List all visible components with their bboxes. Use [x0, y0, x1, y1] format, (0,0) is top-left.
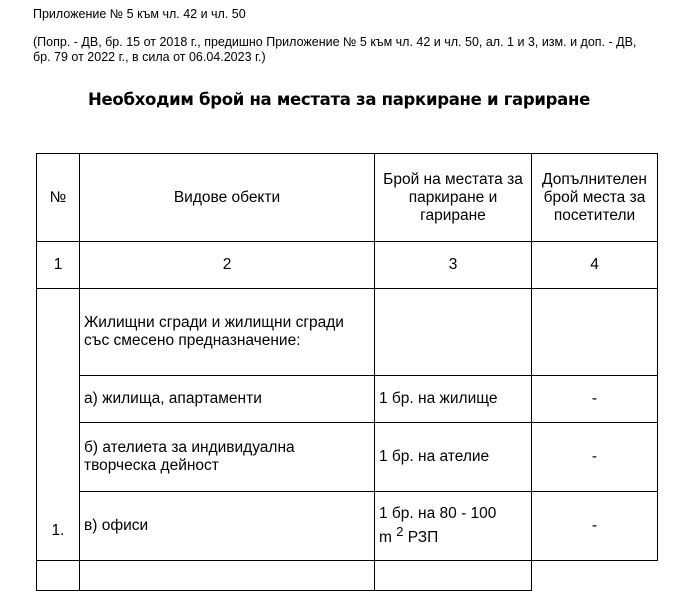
parking-spaces: 1 бр. на ателие — [375, 423, 532, 492]
column-number: 3 — [375, 242, 532, 289]
parking-table — [36, 153, 658, 591]
table-row — [37, 561, 658, 591]
object-type: б) ателиета за индивидуална творческа дейност — [80, 423, 375, 492]
parking-spaces: 1 бр. на жилище — [375, 376, 532, 423]
table-row — [37, 423, 658, 492]
unit-exponent: 2 — [396, 523, 404, 539]
object-type: а) жилища, апартаменти — [80, 376, 375, 423]
empty-cell — [375, 561, 532, 591]
group-heading-row — [37, 289, 658, 376]
empty-cell — [375, 289, 532, 376]
parking-spaces — [375, 492, 532, 561]
column-number-row — [37, 242, 658, 289]
unit: m — [379, 529, 392, 547]
table-row — [37, 492, 658, 561]
page-title: Необходим брой на местата за паркиране и гариране — [88, 90, 590, 109]
header-row — [37, 154, 658, 242]
table-row — [37, 376, 658, 423]
visitor-spaces: - — [532, 376, 658, 423]
header-number: № — [37, 154, 80, 242]
amendment-note: (Попр. - ДВ, бр. 15 от 2018 г., предишно Приложение № 5 към чл. 42 и чл. 50, ал. 1 и 3, изм. и доп. - ДВ, бр. 79 от 2022 г., в сила от 06.04.2023 г.) — [33, 35, 637, 64]
empty-cell — [37, 561, 80, 591]
group-heading: Жилищни сгради и жилищни сгради със смесено предназначение: — [80, 289, 375, 376]
visitor-spaces: - — [532, 492, 658, 561]
visitor-spaces: - — [532, 423, 658, 492]
group-number: 1. — [37, 289, 80, 561]
unit-suffix: РЗП — [407, 529, 439, 547]
empty-cell — [80, 561, 375, 591]
parking-spaces-text: 1 бр. на 80 - 100 — [379, 504, 497, 522]
annex-reference: Приложение № 5 към чл. 42 и чл. 50 — [33, 7, 246, 21]
header-object-types: Видове обекти — [80, 154, 375, 242]
header-visitor-spaces: Допълнителен брой места за посетители — [532, 154, 658, 242]
column-number: 1 — [37, 242, 80, 289]
empty-cell — [532, 289, 658, 376]
header-parking-spaces: Брой на местата за паркиране и гариране — [375, 154, 532, 242]
column-number: 2 — [80, 242, 375, 289]
column-number: 4 — [532, 242, 658, 289]
object-type: в) офиси — [80, 492, 375, 561]
